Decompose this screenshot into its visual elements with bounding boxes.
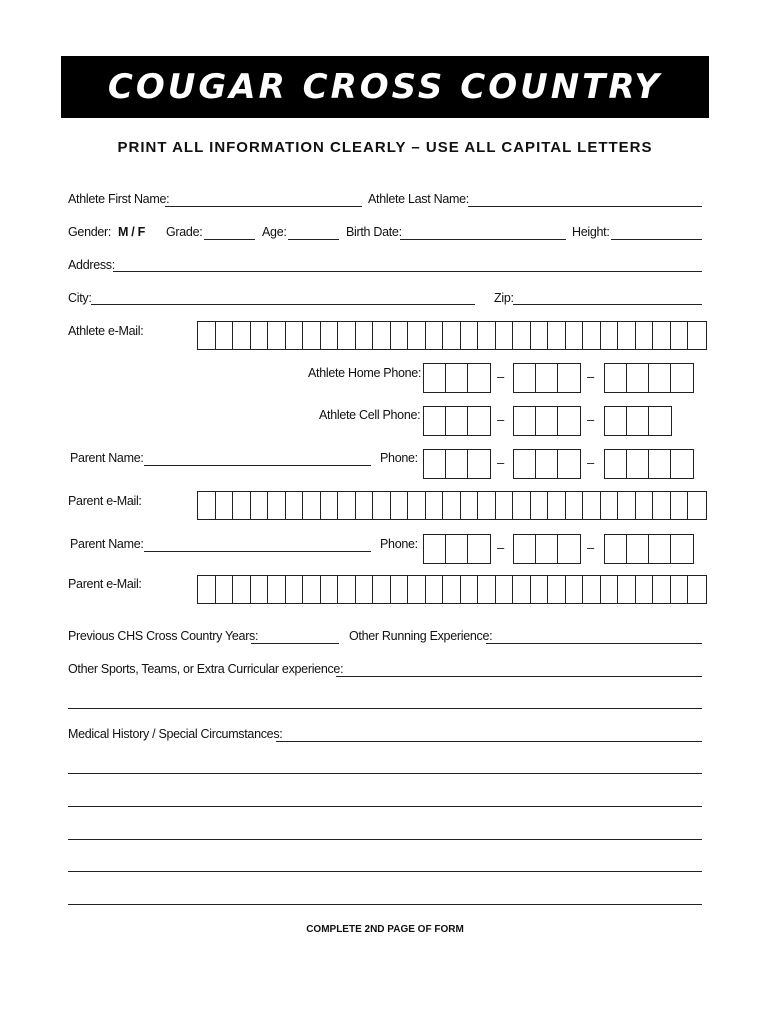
character-box[interactable] [653, 492, 671, 519]
character-box[interactable] [688, 492, 706, 519]
phone-dash: – [497, 455, 505, 470]
phone-line-boxes[interactable] [604, 363, 694, 393]
character-box[interactable] [424, 407, 446, 435]
character-box[interactable] [446, 450, 468, 478]
parent-name-1-label: Parent Name: [70, 451, 144, 465]
character-box[interactable] [496, 576, 514, 603]
gender-label: Gender: [68, 225, 112, 239]
character-box[interactable] [356, 576, 374, 603]
character-box[interactable] [426, 576, 444, 603]
gender-options[interactable]: M / F [118, 225, 145, 239]
other-sports-label: Other Sports, Teams, or Extra Curricular experience: [68, 662, 344, 676]
character-box[interactable] [671, 535, 693, 563]
athlete-last-name-field[interactable] [468, 206, 702, 207]
character-box[interactable] [688, 322, 706, 349]
character-box[interactable] [303, 492, 321, 519]
character-box[interactable] [514, 407, 536, 435]
character-box[interactable] [605, 364, 627, 392]
other-sports-field[interactable] [336, 676, 702, 677]
character-box[interactable] [443, 322, 461, 349]
character-box[interactable] [424, 450, 446, 478]
athlete-email-boxes[interactable] [197, 321, 707, 350]
character-box[interactable] [251, 492, 269, 519]
character-box[interactable] [671, 576, 689, 603]
character-box[interactable] [618, 322, 636, 349]
parent-name-2-field[interactable] [144, 551, 371, 552]
character-box[interactable] [321, 576, 339, 603]
form-title-banner [61, 56, 709, 118]
medical-history-line[interactable] [68, 871, 702, 872]
character-box[interactable] [649, 535, 671, 563]
character-box[interactable] [649, 450, 671, 478]
character-box[interactable] [627, 535, 649, 563]
character-box[interactable] [198, 492, 216, 519]
character-box[interactable] [338, 492, 356, 519]
medical-history-line[interactable] [68, 839, 702, 840]
phone-prefix-boxes[interactable] [513, 406, 581, 436]
phone-line-boxes[interactable] [604, 449, 694, 479]
character-box[interactable] [468, 535, 490, 563]
character-box[interactable] [408, 576, 426, 603]
character-box[interactable] [251, 322, 269, 349]
zip-label: Zip: [494, 291, 514, 305]
character-box[interactable] [536, 450, 558, 478]
character-box[interactable] [321, 492, 339, 519]
character-box[interactable] [268, 322, 286, 349]
character-box[interactable] [536, 364, 558, 392]
character-box[interactable] [321, 322, 339, 349]
parent-email-1-boxes[interactable] [197, 491, 707, 520]
parent-name-2-label: Parent Name: [70, 537, 144, 551]
character-box[interactable] [514, 364, 536, 392]
character-box[interactable] [601, 322, 619, 349]
zip-field[interactable] [513, 304, 702, 305]
character-box[interactable] [583, 322, 601, 349]
character-box[interactable] [558, 364, 580, 392]
character-box[interactable] [636, 322, 654, 349]
character-box[interactable] [356, 322, 374, 349]
athlete-home-phone-label: Athlete Home Phone: [308, 366, 422, 380]
athlete-first-name-label: Athlete First Name: [68, 192, 170, 206]
character-box[interactable] [338, 576, 356, 603]
character-box[interactable] [513, 576, 531, 603]
city-field[interactable] [91, 304, 475, 305]
character-box[interactable] [496, 322, 514, 349]
character-box[interactable] [478, 322, 496, 349]
character-box[interactable] [233, 322, 251, 349]
parent-email-2-label: Parent e-Mail: [68, 577, 142, 591]
athlete-first-name-field[interactable] [165, 206, 362, 207]
medical-history-label: Medical History / Special Circumstances: [68, 727, 283, 741]
parent-email-2-boxes[interactable] [197, 575, 707, 604]
other-running-field[interactable] [486, 643, 702, 644]
character-box[interactable] [688, 576, 706, 603]
character-box[interactable] [251, 576, 269, 603]
character-box[interactable] [513, 322, 531, 349]
age-label: Age: [262, 225, 287, 239]
character-box[interactable] [446, 407, 468, 435]
character-box[interactable] [566, 492, 584, 519]
character-box[interactable] [356, 492, 374, 519]
grade-label: Grade: [166, 225, 203, 239]
character-box[interactable] [391, 322, 409, 349]
character-box[interactable] [496, 492, 514, 519]
phone-line-boxes[interactable] [604, 534, 694, 564]
character-box[interactable] [627, 407, 649, 435]
character-box[interactable] [627, 450, 649, 478]
character-box[interactable] [618, 576, 636, 603]
character-box[interactable] [653, 576, 671, 603]
character-box[interactable] [548, 322, 566, 349]
phone-area-code-boxes[interactable] [423, 449, 491, 479]
phone-prefix-boxes[interactable] [513, 449, 581, 479]
character-box[interactable] [198, 322, 216, 349]
character-box[interactable] [461, 492, 479, 519]
character-box[interactable] [268, 492, 286, 519]
medical-history-line[interactable] [68, 904, 702, 905]
character-box[interactable] [671, 492, 689, 519]
character-box[interactable] [286, 322, 304, 349]
character-box[interactable] [408, 492, 426, 519]
character-box[interactable] [286, 576, 304, 603]
character-box[interactable] [605, 450, 627, 478]
athlete-last-name-label: Athlete Last Name: [368, 192, 469, 206]
character-box[interactable] [671, 322, 689, 349]
address-label: Address: [68, 258, 115, 272]
phone-dash: – [497, 412, 505, 427]
character-box[interactable] [558, 407, 580, 435]
character-box[interactable] [198, 576, 216, 603]
address-field[interactable] [113, 271, 702, 272]
character-box[interactable] [391, 576, 409, 603]
form-instructions: PRINT ALL INFORMATION CLEARLY – USE ALL CAPITAL LETTERS [117, 139, 653, 156]
character-box[interactable] [468, 407, 490, 435]
character-box[interactable] [373, 492, 391, 519]
athlete-cell-phone-label: Athlete Cell Phone: [319, 408, 421, 422]
character-box[interactable] [536, 407, 558, 435]
character-box[interactable] [446, 535, 468, 563]
character-box[interactable] [514, 535, 536, 563]
height-field[interactable] [611, 239, 702, 240]
character-box[interactable] [558, 450, 580, 478]
city-label: City: [68, 291, 92, 305]
character-box[interactable] [424, 535, 446, 563]
phone-dash: – [497, 369, 505, 384]
footer-note: COMPLETE 2ND PAGE OF FORM [306, 924, 464, 935]
character-box[interactable] [649, 364, 671, 392]
character-box[interactable] [408, 322, 426, 349]
height-label: Height: [572, 225, 610, 239]
character-box[interactable] [461, 322, 479, 349]
birth-date-field[interactable] [400, 239, 566, 240]
character-box[interactable] [373, 576, 391, 603]
character-box[interactable] [531, 576, 549, 603]
character-box[interactable] [548, 492, 566, 519]
character-box[interactable] [216, 322, 234, 349]
phone-dash: – [587, 540, 595, 555]
athlete-email-label: Athlete e-Mail: [68, 324, 144, 338]
character-box[interactable] [233, 492, 251, 519]
medical-history-field[interactable] [276, 741, 702, 742]
phone-area-code-boxes[interactable] [423, 363, 491, 393]
character-box[interactable] [583, 576, 601, 603]
phone-dash: – [587, 455, 595, 470]
parent-email-1-label: Parent e-Mail: [68, 494, 142, 508]
other-running-label: Other Running Experience: [349, 629, 493, 643]
birth-date-label: Birth Date: [346, 225, 402, 239]
character-box[interactable] [514, 450, 536, 478]
age-field[interactable] [288, 239, 339, 240]
character-box[interactable] [558, 535, 580, 563]
character-box[interactable] [513, 492, 531, 519]
grade-field[interactable] [204, 239, 255, 240]
character-box[interactable] [627, 364, 649, 392]
character-box[interactable] [424, 364, 446, 392]
character-box[interactable] [605, 535, 627, 563]
character-box[interactable] [338, 322, 356, 349]
previous-years-label: Previous CHS Cross Country Years: [68, 629, 259, 643]
character-box[interactable] [303, 576, 321, 603]
other-sports-line[interactable] [68, 708, 702, 709]
character-box[interactable] [443, 492, 461, 519]
character-box[interactable] [286, 492, 304, 519]
character-box[interactable] [478, 576, 496, 603]
character-box[interactable] [216, 492, 234, 519]
parent-name-1-field[interactable] [144, 465, 371, 466]
character-box[interactable] [233, 576, 251, 603]
character-box[interactable] [216, 576, 234, 603]
phone-area-code-boxes[interactable] [423, 534, 491, 564]
phone-dash: – [587, 369, 595, 384]
phone-dash: – [587, 412, 595, 427]
character-box[interactable] [548, 576, 566, 603]
character-box[interactable] [426, 492, 444, 519]
character-box[interactable] [601, 576, 619, 603]
character-box[interactable] [636, 576, 654, 603]
character-box[interactable] [468, 364, 490, 392]
character-box[interactable] [391, 492, 409, 519]
character-box[interactable] [461, 576, 479, 603]
previous-years-field[interactable] [251, 643, 339, 644]
character-box[interactable] [566, 322, 584, 349]
parent-phone-1-label: Phone: [380, 451, 418, 465]
medical-history-line[interactable] [68, 773, 702, 774]
character-box[interactable] [373, 322, 391, 349]
character-box[interactable] [536, 535, 558, 563]
character-box[interactable] [653, 322, 671, 349]
phone-prefix-boxes[interactable] [513, 534, 581, 564]
character-box[interactable] [303, 322, 321, 349]
character-box[interactable] [583, 492, 601, 519]
phone-prefix-boxes[interactable] [513, 363, 581, 393]
medical-history-line[interactable] [68, 806, 702, 807]
character-box[interactable] [268, 576, 286, 603]
character-box[interactable] [531, 492, 549, 519]
character-box[interactable] [478, 492, 496, 519]
character-box[interactable] [601, 492, 619, 519]
character-box[interactable] [618, 492, 636, 519]
character-box[interactable] [636, 492, 654, 519]
phone-line-boxes[interactable] [604, 406, 672, 436]
character-box[interactable] [426, 322, 444, 349]
phone-dash: – [497, 540, 505, 555]
character-box[interactable] [566, 576, 584, 603]
phone-area-code-boxes[interactable] [423, 406, 491, 436]
character-box[interactable] [605, 407, 627, 435]
character-box[interactable] [446, 364, 468, 392]
character-box[interactable] [468, 450, 490, 478]
character-box[interactable] [649, 407, 671, 435]
character-box[interactable] [531, 322, 549, 349]
character-box[interactable] [671, 450, 693, 478]
form-title: COUGAR CROSS COUNTRY [107, 67, 663, 107]
character-box[interactable] [443, 576, 461, 603]
character-box[interactable] [671, 364, 693, 392]
parent-phone-2-label: Phone: [380, 537, 418, 551]
